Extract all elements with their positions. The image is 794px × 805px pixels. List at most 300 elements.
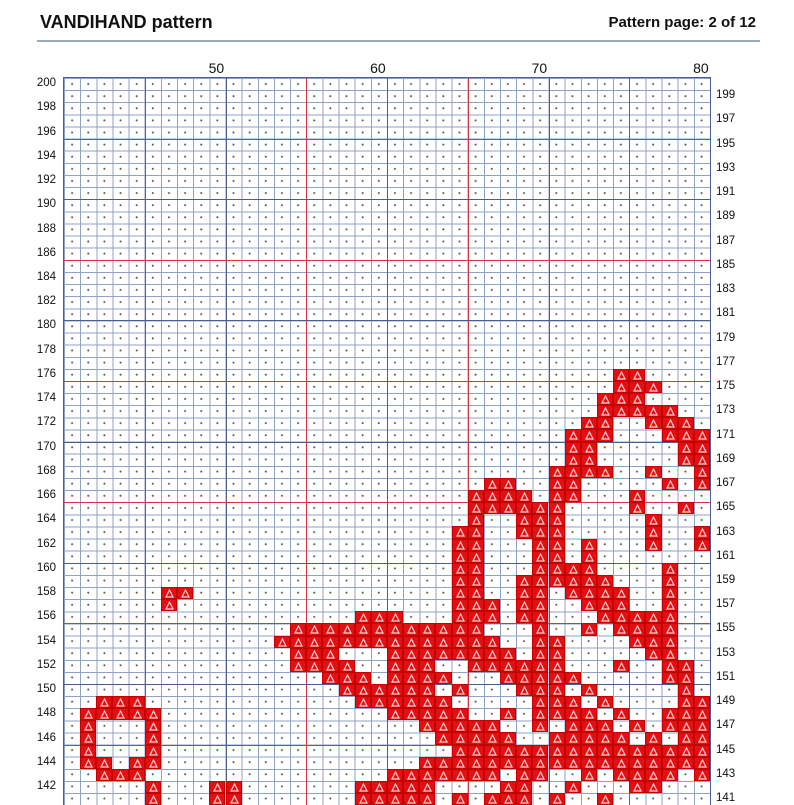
triangle-symbol-icon xyxy=(456,686,465,695)
stitch-cell xyxy=(468,660,484,672)
triangle-symbol-icon xyxy=(553,528,562,537)
pattern-title: VANDIHAND pattern xyxy=(40,12,213,32)
stitch-cell xyxy=(532,526,548,538)
stitch-cell xyxy=(129,708,145,720)
triangle-symbol-icon xyxy=(456,613,465,622)
stitch-cell xyxy=(532,720,548,732)
triangle-symbol-icon xyxy=(536,698,545,707)
triangle-symbol-icon xyxy=(601,795,610,804)
stitch-cell xyxy=(387,684,403,696)
column-label: 50 xyxy=(208,60,225,76)
triangle-symbol-icon xyxy=(585,419,594,428)
triangle-symbol-icon xyxy=(553,759,562,768)
triangle-symbol-icon xyxy=(666,722,675,731)
triangle-symbol-icon xyxy=(633,492,642,501)
stitch-cell xyxy=(613,769,629,781)
stitch-cell xyxy=(597,405,613,417)
stitch-cell xyxy=(145,781,161,793)
triangle-symbol-icon xyxy=(456,771,465,780)
stitch-cell xyxy=(581,539,597,551)
stitch-cell xyxy=(435,672,451,684)
stitch-cell xyxy=(516,793,532,805)
stitch-cell xyxy=(678,696,694,708)
stitch-cell xyxy=(419,660,435,672)
stitch-cell xyxy=(339,636,355,648)
triangle-symbol-icon xyxy=(149,734,158,743)
stitch-cell xyxy=(403,648,419,660)
triangle-symbol-icon xyxy=(536,662,545,671)
triangle-symbol-icon xyxy=(633,771,642,780)
triangle-symbol-icon xyxy=(472,565,481,574)
triangle-symbol-icon xyxy=(666,407,675,416)
stitch-cell xyxy=(403,672,419,684)
triangle-symbol-icon xyxy=(407,795,416,804)
triangle-symbol-icon xyxy=(666,419,675,428)
triangle-symbol-icon xyxy=(585,444,594,453)
triangle-symbol-icon xyxy=(633,407,642,416)
triangle-symbol-icon xyxy=(569,722,578,731)
stitch-cell xyxy=(80,708,96,720)
triangle-symbol-icon xyxy=(456,747,465,756)
triangle-symbol-icon xyxy=(553,541,562,550)
triangle-symbol-icon xyxy=(585,722,594,731)
triangle-symbol-icon xyxy=(666,431,675,440)
triangle-symbol-icon xyxy=(423,771,432,780)
triangle-symbol-icon xyxy=(326,662,335,671)
triangle-symbol-icon xyxy=(423,710,432,719)
row-label: 184 xyxy=(36,270,56,283)
stitch-cell xyxy=(484,793,500,805)
triangle-symbol-icon xyxy=(536,722,545,731)
triangle-symbol-icon xyxy=(343,662,352,671)
triangle-symbol-icon xyxy=(165,601,174,610)
triangle-symbol-icon xyxy=(343,625,352,634)
row-label: 175 xyxy=(716,380,736,393)
triangle-symbol-icon xyxy=(698,734,707,743)
triangle-symbol-icon xyxy=(423,698,432,707)
triangle-symbol-icon xyxy=(536,747,545,756)
stitch-cell xyxy=(96,757,112,769)
stitch-cell xyxy=(694,478,710,490)
triangle-symbol-icon xyxy=(617,395,626,404)
stitch-cell xyxy=(662,405,678,417)
stitch-cell xyxy=(694,539,710,551)
stitch-cell xyxy=(452,551,468,563)
triangle-symbol-icon xyxy=(472,516,481,525)
row-label: 146 xyxy=(36,731,56,744)
stitch-cell xyxy=(387,623,403,635)
triangle-symbol-icon xyxy=(472,759,481,768)
triangle-symbol-icon xyxy=(520,577,529,586)
row-label: 162 xyxy=(36,537,56,550)
header-divider xyxy=(37,40,760,42)
stitch-cell xyxy=(549,708,565,720)
stitch-cell xyxy=(452,539,468,551)
stitch-cell xyxy=(452,648,468,660)
triangle-symbol-icon xyxy=(278,638,287,647)
stitch-cell xyxy=(419,708,435,720)
stitch-cell xyxy=(597,466,613,478)
triangle-symbol-icon xyxy=(149,795,158,804)
stitch-cell xyxy=(532,769,548,781)
triangle-symbol-icon xyxy=(553,747,562,756)
triangle-symbol-icon xyxy=(633,383,642,392)
triangle-symbol-icon xyxy=(520,674,529,683)
triangle-symbol-icon xyxy=(682,759,691,768)
stitch-cell xyxy=(484,720,500,732)
stitch-cell xyxy=(516,611,532,623)
stitch-cell xyxy=(645,526,661,538)
triangle-symbol-icon xyxy=(504,747,513,756)
triangle-symbol-icon xyxy=(617,613,626,622)
triangle-symbol-icon xyxy=(456,734,465,743)
triangle-symbol-icon xyxy=(698,528,707,537)
stitch-cell xyxy=(662,417,678,429)
stitch-cell xyxy=(565,745,581,757)
row-label: 199 xyxy=(716,89,736,102)
stitch-cell xyxy=(565,466,581,478)
stitch-cell xyxy=(565,563,581,575)
triangle-symbol-icon xyxy=(553,638,562,647)
stitch-cell xyxy=(484,732,500,744)
stitch-cell xyxy=(694,757,710,769)
triangle-symbol-icon xyxy=(391,771,400,780)
stitch-cell xyxy=(629,745,645,757)
triangle-symbol-icon xyxy=(488,722,497,731)
triangle-symbol-icon xyxy=(391,638,400,647)
stitch-cell xyxy=(662,587,678,599)
triangle-symbol-icon xyxy=(601,722,610,731)
stitch-cell xyxy=(565,490,581,502)
stitch-cell xyxy=(678,660,694,672)
stitch-cell xyxy=(500,757,516,769)
stitch-cell xyxy=(468,769,484,781)
stitch-cell xyxy=(290,648,306,660)
stitch-cell xyxy=(549,745,565,757)
triangle-symbol-icon xyxy=(359,613,368,622)
stitch-cell xyxy=(613,381,629,393)
stitch-cell xyxy=(468,551,484,563)
stitch-cell xyxy=(403,623,419,635)
stitch-cell xyxy=(419,648,435,660)
stitch-cell xyxy=(597,793,613,805)
stitch-cell xyxy=(678,417,694,429)
stitch-cell xyxy=(403,793,419,805)
triangle-symbol-icon xyxy=(585,541,594,550)
minor-gridline-horizontal xyxy=(64,320,710,321)
stitch-cell xyxy=(355,781,371,793)
stitch-cell xyxy=(678,732,694,744)
stitch-cell xyxy=(371,793,387,805)
row-label: 193 xyxy=(716,161,736,174)
triangle-symbol-icon xyxy=(504,759,513,768)
stitch-cell xyxy=(403,636,419,648)
triangle-symbol-icon xyxy=(617,662,626,671)
triangle-symbol-icon xyxy=(326,638,335,647)
stitch-cell xyxy=(435,732,451,744)
stitch-cell xyxy=(581,745,597,757)
triangle-symbol-icon xyxy=(698,444,707,453)
stitch-cell xyxy=(500,648,516,660)
stitch-cell xyxy=(355,793,371,805)
triangle-symbol-icon xyxy=(472,553,481,562)
stitch-cell xyxy=(387,672,403,684)
stitch-cell xyxy=(662,745,678,757)
triangle-symbol-icon xyxy=(601,431,610,440)
stitch-cell xyxy=(532,684,548,696)
triangle-symbol-icon xyxy=(569,747,578,756)
triangle-symbol-icon xyxy=(504,734,513,743)
stitch-cell xyxy=(581,769,597,781)
stitch-cell xyxy=(597,417,613,429)
stitch-cell xyxy=(532,563,548,575)
stitch-cell xyxy=(468,539,484,551)
triangle-symbol-icon xyxy=(585,759,594,768)
row-label: 189 xyxy=(716,210,736,223)
triangle-symbol-icon xyxy=(375,783,384,792)
stitch-cell xyxy=(662,708,678,720)
stitch-cell xyxy=(565,708,581,720)
row-label: 171 xyxy=(716,428,736,441)
triangle-symbol-icon xyxy=(698,747,707,756)
triangle-symbol-icon xyxy=(407,698,416,707)
stitch-cell xyxy=(532,648,548,660)
stitch-cell xyxy=(597,575,613,587)
stitch-cell xyxy=(597,393,613,405)
triangle-symbol-icon xyxy=(520,795,529,804)
stitch-cell xyxy=(339,672,355,684)
triangle-symbol-icon xyxy=(439,722,448,731)
stitch-cell xyxy=(532,587,548,599)
triangle-symbol-icon xyxy=(585,456,594,465)
stitch-cell xyxy=(419,793,435,805)
row-label: 181 xyxy=(716,307,736,320)
triangle-symbol-icon xyxy=(84,759,93,768)
stitch-cell xyxy=(645,514,661,526)
triangle-symbol-icon xyxy=(359,686,368,695)
triangle-symbol-icon xyxy=(633,638,642,647)
stitch-cell xyxy=(565,720,581,732)
stitch-cell xyxy=(145,745,161,757)
stitch-cell xyxy=(80,720,96,732)
triangle-symbol-icon xyxy=(504,480,513,489)
triangle-symbol-icon xyxy=(536,601,545,610)
stitch-cell xyxy=(516,672,532,684)
triangle-symbol-icon xyxy=(488,504,497,513)
triangle-symbol-icon xyxy=(617,771,626,780)
triangle-symbol-icon xyxy=(359,625,368,634)
triangle-symbol-icon xyxy=(520,783,529,792)
row-label: 160 xyxy=(36,561,56,574)
stitch-cell xyxy=(403,781,419,793)
stitch-cell xyxy=(581,442,597,454)
stitch-cell xyxy=(549,526,565,538)
stitch-cell xyxy=(581,429,597,441)
triangle-symbol-icon xyxy=(585,686,594,695)
triangle-symbol-icon xyxy=(536,710,545,719)
stitch-cell xyxy=(549,672,565,684)
row-label: 172 xyxy=(36,416,56,429)
stitch-cell xyxy=(629,502,645,514)
stitch-cell xyxy=(80,757,96,769)
triangle-symbol-icon xyxy=(391,662,400,671)
stitch-cell xyxy=(419,623,435,635)
triangle-symbol-icon xyxy=(504,795,513,804)
triangle-symbol-icon xyxy=(698,468,707,477)
triangle-symbol-icon xyxy=(84,710,93,719)
stitch-cell xyxy=(468,563,484,575)
stitch-cell xyxy=(532,660,548,672)
column-label: 70 xyxy=(531,60,548,76)
triangle-symbol-icon xyxy=(116,771,125,780)
stitch-cell xyxy=(597,587,613,599)
row-label: 141 xyxy=(716,792,736,805)
stitch-cell xyxy=(549,636,565,648)
stitch-cell xyxy=(290,636,306,648)
triangle-symbol-icon xyxy=(149,759,158,768)
triangle-symbol-icon xyxy=(553,577,562,586)
triangle-symbol-icon xyxy=(682,444,691,453)
stitch-cell xyxy=(549,490,565,502)
stitch-cell xyxy=(96,696,112,708)
triangle-symbol-icon xyxy=(472,662,481,671)
triangle-symbol-icon xyxy=(456,577,465,586)
stitch-cell xyxy=(500,781,516,793)
row-label: 198 xyxy=(36,101,56,114)
stitch-cell xyxy=(549,502,565,514)
stitch-cell xyxy=(549,478,565,490)
triangle-symbol-icon xyxy=(326,674,335,683)
triangle-symbol-icon xyxy=(488,662,497,671)
stitch-cell xyxy=(484,502,500,514)
row-label: 155 xyxy=(716,622,736,635)
triangle-symbol-icon xyxy=(375,638,384,647)
stitch-cell xyxy=(516,769,532,781)
triangle-symbol-icon xyxy=(456,710,465,719)
triangle-symbol-icon xyxy=(569,589,578,598)
pattern-grid xyxy=(63,77,711,805)
triangle-symbol-icon xyxy=(633,759,642,768)
stitch-cell xyxy=(452,623,468,635)
column-label: 60 xyxy=(370,60,386,76)
stitch-cell xyxy=(629,720,645,732)
row-label: 161 xyxy=(716,549,736,562)
stitch-cell xyxy=(662,575,678,587)
stitch-cell xyxy=(581,599,597,611)
stitch-cell xyxy=(565,575,581,587)
row-label: 156 xyxy=(36,610,56,623)
stitch-cell xyxy=(80,732,96,744)
triangle-symbol-icon xyxy=(585,589,594,598)
stitch-cell xyxy=(597,732,613,744)
triangle-symbol-icon xyxy=(666,710,675,719)
stitch-cell xyxy=(500,478,516,490)
stitch-cell xyxy=(371,623,387,635)
triangle-symbol-icon xyxy=(682,456,691,465)
stitch-cell xyxy=(694,466,710,478)
stitch-cell xyxy=(452,684,468,696)
stitch-cell xyxy=(565,672,581,684)
triangle-symbol-icon xyxy=(617,759,626,768)
stitch-cell xyxy=(112,708,128,720)
triangle-symbol-icon xyxy=(472,601,481,610)
triangle-symbol-icon xyxy=(666,662,675,671)
stitch-cell xyxy=(161,587,177,599)
triangle-symbol-icon xyxy=(617,734,626,743)
stitch-cell xyxy=(306,648,322,660)
triangle-symbol-icon xyxy=(520,516,529,525)
triangle-symbol-icon xyxy=(84,722,93,731)
stitch-cell xyxy=(694,454,710,466)
stitch-cell xyxy=(613,611,629,623)
triangle-symbol-icon xyxy=(536,565,545,574)
triangle-symbol-icon xyxy=(698,541,707,550)
triangle-symbol-icon xyxy=(84,734,93,743)
stitch-cell xyxy=(209,781,225,793)
stitch-cell xyxy=(565,732,581,744)
triangle-symbol-icon xyxy=(472,528,481,537)
stitch-cell xyxy=(694,732,710,744)
stitch-cell xyxy=(694,442,710,454)
major-gridline-horizontal xyxy=(64,139,710,140)
stitch-cell xyxy=(581,417,597,429)
triangle-symbol-icon xyxy=(682,662,691,671)
major-gridline-horizontal xyxy=(64,502,710,503)
stitch-cell xyxy=(355,611,371,623)
stitch-cell xyxy=(306,660,322,672)
stitch-cell xyxy=(387,769,403,781)
stitch-cell xyxy=(419,636,435,648)
triangle-symbol-icon xyxy=(666,480,675,489)
stitch-cell xyxy=(516,660,532,672)
stitch-cell xyxy=(532,757,548,769)
stitch-cell xyxy=(500,793,516,805)
triangle-symbol-icon xyxy=(310,650,319,659)
triangle-symbol-icon xyxy=(359,674,368,683)
triangle-symbol-icon xyxy=(407,783,416,792)
stitch-cell xyxy=(678,757,694,769)
stitch-cell xyxy=(565,454,581,466)
stitch-cell xyxy=(645,623,661,635)
stitch-cell xyxy=(484,478,500,490)
triangle-symbol-icon xyxy=(585,553,594,562)
triangle-symbol-icon xyxy=(423,795,432,804)
stitch-cell xyxy=(452,769,468,781)
stitch-cell xyxy=(645,417,661,429)
triangle-symbol-icon xyxy=(553,492,562,501)
row-label: 182 xyxy=(36,295,56,308)
triangle-symbol-icon xyxy=(682,722,691,731)
triangle-symbol-icon xyxy=(553,650,562,659)
triangle-symbol-icon xyxy=(601,577,610,586)
stitch-cell xyxy=(468,599,484,611)
triangle-symbol-icon xyxy=(633,722,642,731)
stitch-cell xyxy=(565,781,581,793)
triangle-symbol-icon xyxy=(149,710,158,719)
triangle-symbol-icon xyxy=(439,710,448,719)
triangle-symbol-icon xyxy=(456,589,465,598)
stitch-cell xyxy=(645,648,661,660)
triangle-symbol-icon xyxy=(633,504,642,513)
stitch-cell xyxy=(645,732,661,744)
row-label: 192 xyxy=(36,174,56,187)
triangle-symbol-icon xyxy=(569,492,578,501)
stitch-cell xyxy=(484,490,500,502)
triangle-symbol-icon xyxy=(294,638,303,647)
stitch-cell xyxy=(129,769,145,781)
triangle-symbol-icon xyxy=(585,771,594,780)
minor-gridline-horizontal xyxy=(64,199,710,200)
